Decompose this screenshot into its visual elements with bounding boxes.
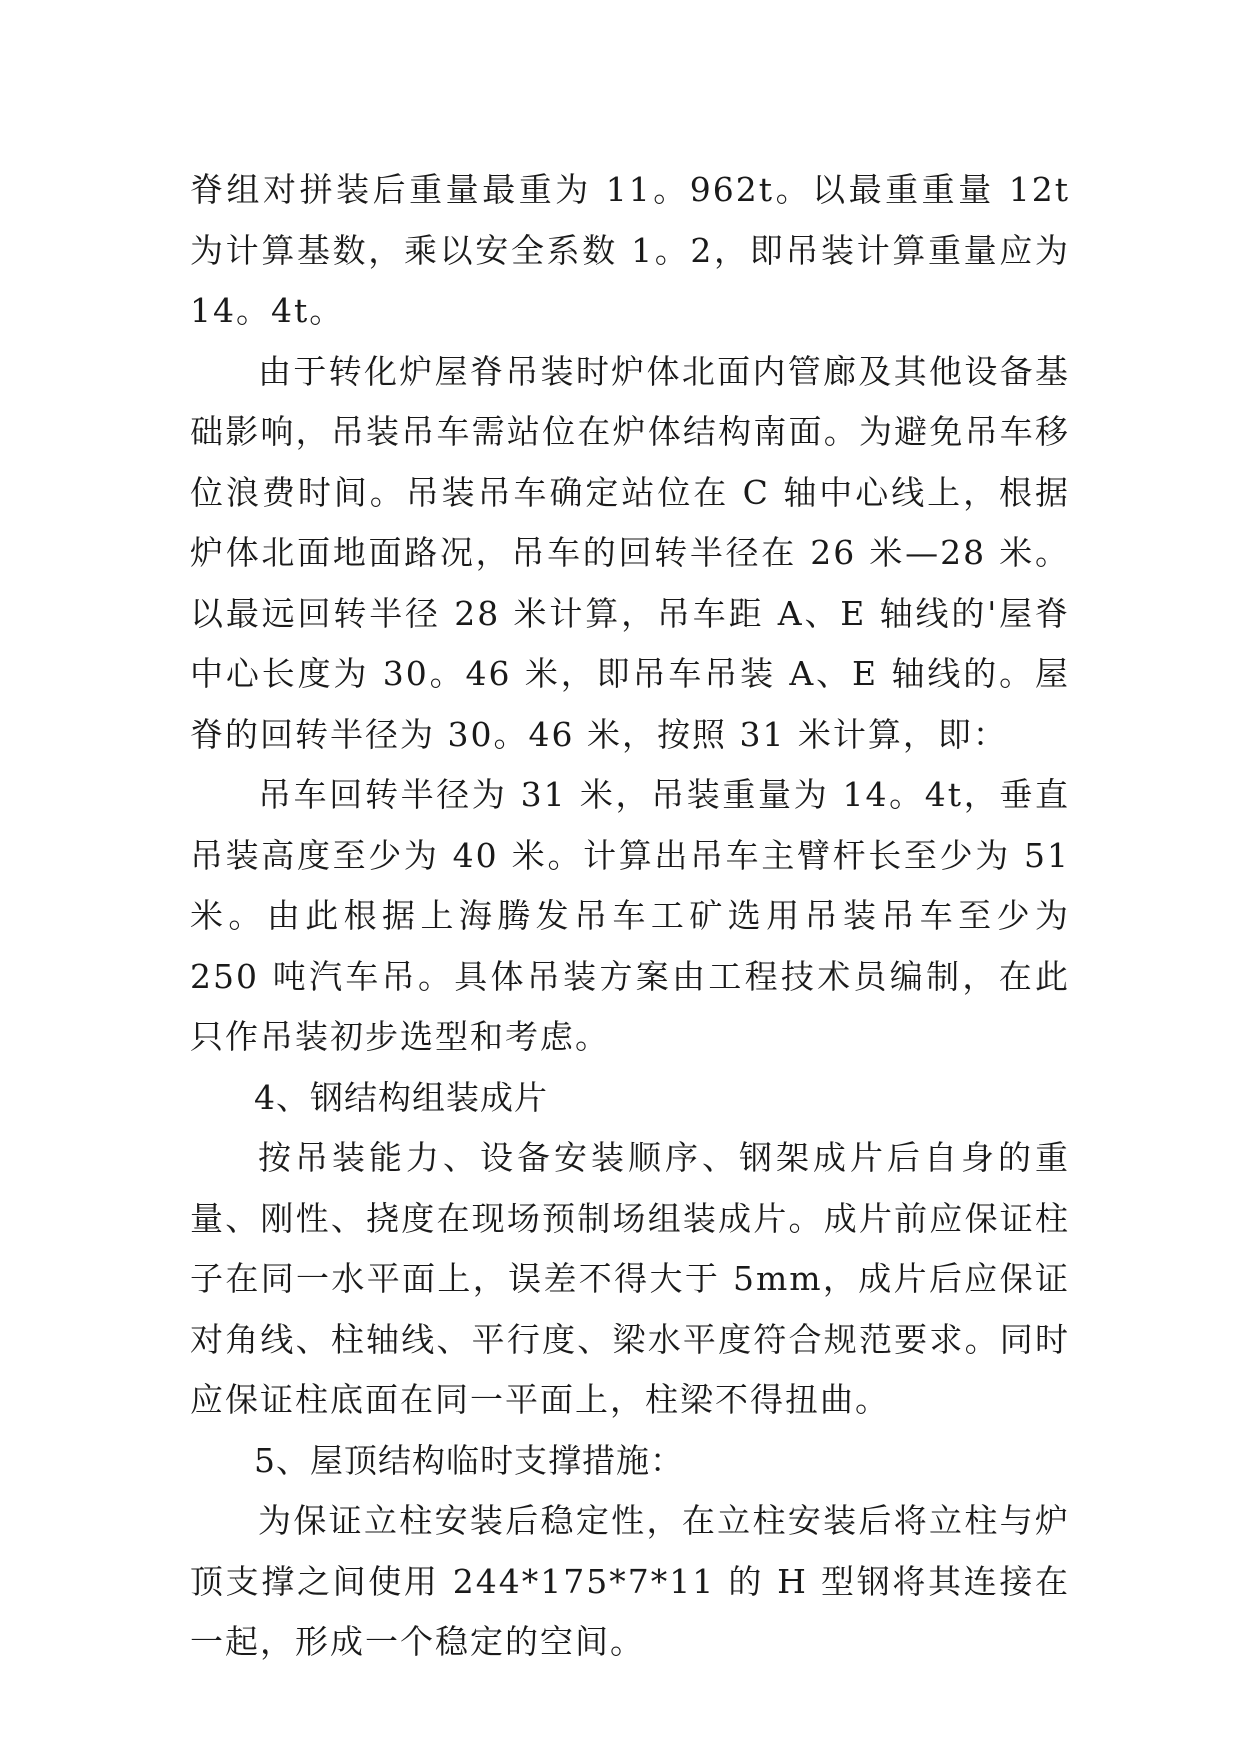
paragraph-steel-assembly: 按吊装能力、设备安装顺序、钢架成片后自身的重量、刚性、挠度在现场预制场组装成片。成片前应保证柱子在同一水平面上，误差不得大于 5mm，成片后应保证对角线、柱轴线、平行度、梁水平度符合规范要求。同时应保证柱底面在同一平面上，柱梁不得扭曲。	[190, 1138, 1070, 1419]
section-heading-steel-assembly: 4、钢结构组装成片	[254, 1077, 548, 1117]
paragraph-continuation: 脊组对拼装后重量最重为 11。962t。以最重重量 12t 为计算基数，乘以安全系数 1。2，即吊装计算重量应为 14。4t。	[190, 170, 1070, 330]
document-body	[190, 160, 1070, 1673]
paragraph-temporary-support: 为保证立柱安装后稳定性，在立柱安装后将立柱与炉顶支撑之间使用 244*175*7*11 的 H 型钢将其连接在一起，形成一个稳定的空间。	[190, 1501, 1070, 1661]
paragraph-crane-position: 由于转化炉屋脊吊装时炉体北面内管廊及其他设备基础影响，吊装吊车需站位在炉体结构南面。为避免吊车移位浪费时间。吊装吊车确定站位在 C 轴中心线上，根据炉体北面地面路况，吊车的回转半径在 26 米—28 米。以最远回转半径 28 米计算，吊车距 A、E 轴线的'屋脊中心长度为 30。46 米，即吊车吊装 A、E 轴线的。屋脊的回转半径为 30。46 米，按照 31 米计算，即：	[190, 351, 1070, 754]
paragraph-crane-selection: 吊车回转半径为 31 米，吊装重量为 14。4t，垂直吊装高度至少为 40 米。计算出吊车主臂杆长至少为 51 米。由此根据上海腾发吊车工矿选用吊装吊车至少为 250 吨汽车吊。具体吊装方案由工程技术员编制，在此只作吊装初步选型和考虑。	[190, 775, 1070, 1056]
section-heading-temporary-support: 5、屋顶结构临时支撑措施：	[254, 1440, 684, 1480]
